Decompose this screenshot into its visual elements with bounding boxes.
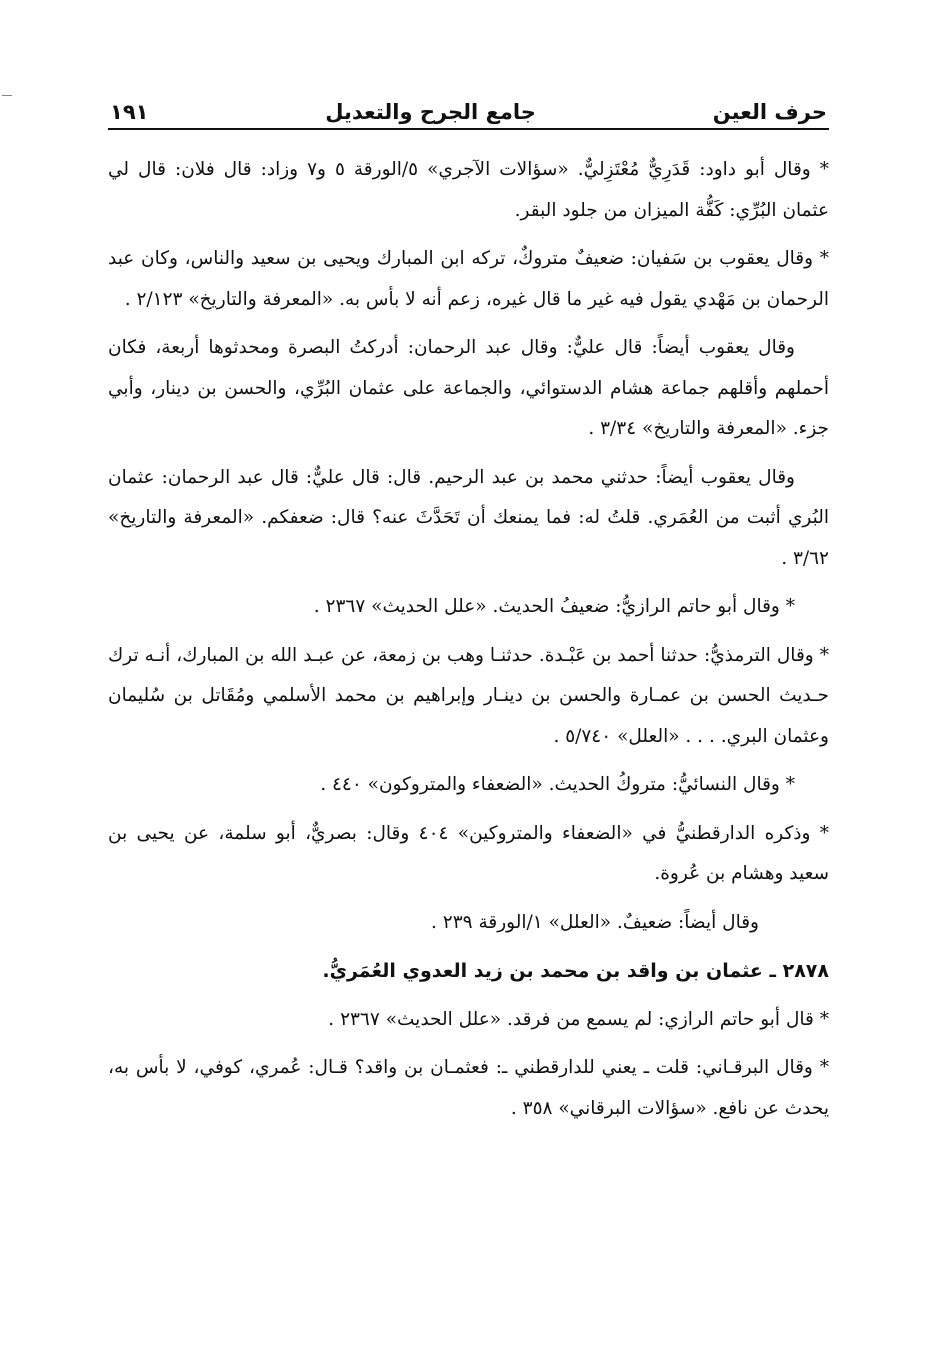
chapter-title: حرف العين (712, 100, 827, 124)
paragraph-daraqutni-2: وقال أيضاً: ضعيفٌ. «العلل» ١/الورقة ٢٣٩ . (431, 911, 759, 933)
running-header (110, 84, 827, 124)
paragraph-yaqub-2: وقال يعقوب أيضاً: قال عليٌّ: وقال عبد الرحمان: أدركتُ البصرة ومحدثوها أربعة، فكان أحملهم وأقلهم جماعة هشام الدستوائي، والجماعة على عثمان البُرِّي، والحسن بن دينار، وأبي جزء. «المعرفة والتاريخ» ٣/٣٤ . (108, 337, 829, 439)
paragraph-abu-hatim: * وقال أبو حاتم الرازيُّ: ضعيفُ الحديث. «علل الحديث» ٢٣٦٧ . (313, 596, 795, 617)
paragraph-abu-hatim-2: * قال أبو حاتم الرازي: لم يسمع من فرقد. «علل الحديث» ٢٣٦٧ . (328, 1008, 829, 1030)
entry-heading-2878: ٢٨٧٨ ـ عثمان بن واقد بن محمد بن زيد العدوي العُمَريُّ. (322, 960, 829, 982)
paragraph-abu-dawud: * وقال أبو داود: قَدَرِيٌّ مُعْتَزِليٌّ. «سؤالات الآجري» ٥/الورقة ٥ و٧ وزاد: قال فلان: قال لي عثمان البُرِّي: كَفُّة الميزان من جلود البقر. (108, 159, 829, 221)
page-body (108, 150, 829, 1137)
header-rule (108, 128, 829, 130)
paragraph-nasai: * وقال النسائيُّ: متروكُ الحديث. «الضعفاء والمتروكون» ٤٤٠ . (320, 774, 795, 795)
page-number: ١٩١ (110, 100, 149, 124)
scan-edge-mark (2, 95, 12, 96)
paragraph-yaqub-3: وقال يعقوب أيضاً: حدثني محمد بن عبد الرحيم. قال: قال عليٌّ: قال عبد الرحمان: عثمان البُري أثبت من العُمَري. قلتُ له: فما يمنعك أن تَحَدَّثَ عنه؟ قال: ضعفكم. «المعرفة والتاريخ» ٣/٦٢ . (108, 466, 829, 569)
paragraph-barqani: * وقال البرقـاني: قلت ـ يعني للدارقطني ـ: فعثمـان بن واقد؟ قـال: عُمري، كوفي، لا بأس به، يحدث عن نافع. «سؤالات البرقاني» ٣٥٨ . (108, 1057, 829, 1119)
paragraph-tirmidhi: * وقال الترمذيُّ: حدثنا أحمد بن عَبْـدة. حدثنـا وهب بن زمعة، عن عبـد الله بن المبارك، أنـه ترك حـديث الحسن بن عمـارة والحسن بن دينـار وإبراهيم بن محمد الأسلمي ومُقَاتل بن سُليمان وعثمان البري. . . . «العلل» ٥/٧٤٠ . (108, 644, 829, 747)
book-title: جامع الجرح والتعديل (325, 100, 536, 124)
paragraph-yaqub-1: * وقال يعقوب بن سَفيان: ضعيفٌ متروكٌ، تركه ابن المبارك ويحيى بن سعيد والناس، وكان عبد الرحمان بن مَهْدي يقول فيه غير ما قال غيره، زعم أنه لا بأس به. «المعرفة والتاريخ» ٢/١٢٣ . (108, 248, 829, 310)
paragraph-daraqutni: * وذكره الدارقطنيُّ في «الضعفاء والمتروكين» ٤٠٤ وقال: بصريٌّ، أبو سلمة، عن يحيى بن سعيد وهشام بن عُروة. (108, 822, 830, 884)
